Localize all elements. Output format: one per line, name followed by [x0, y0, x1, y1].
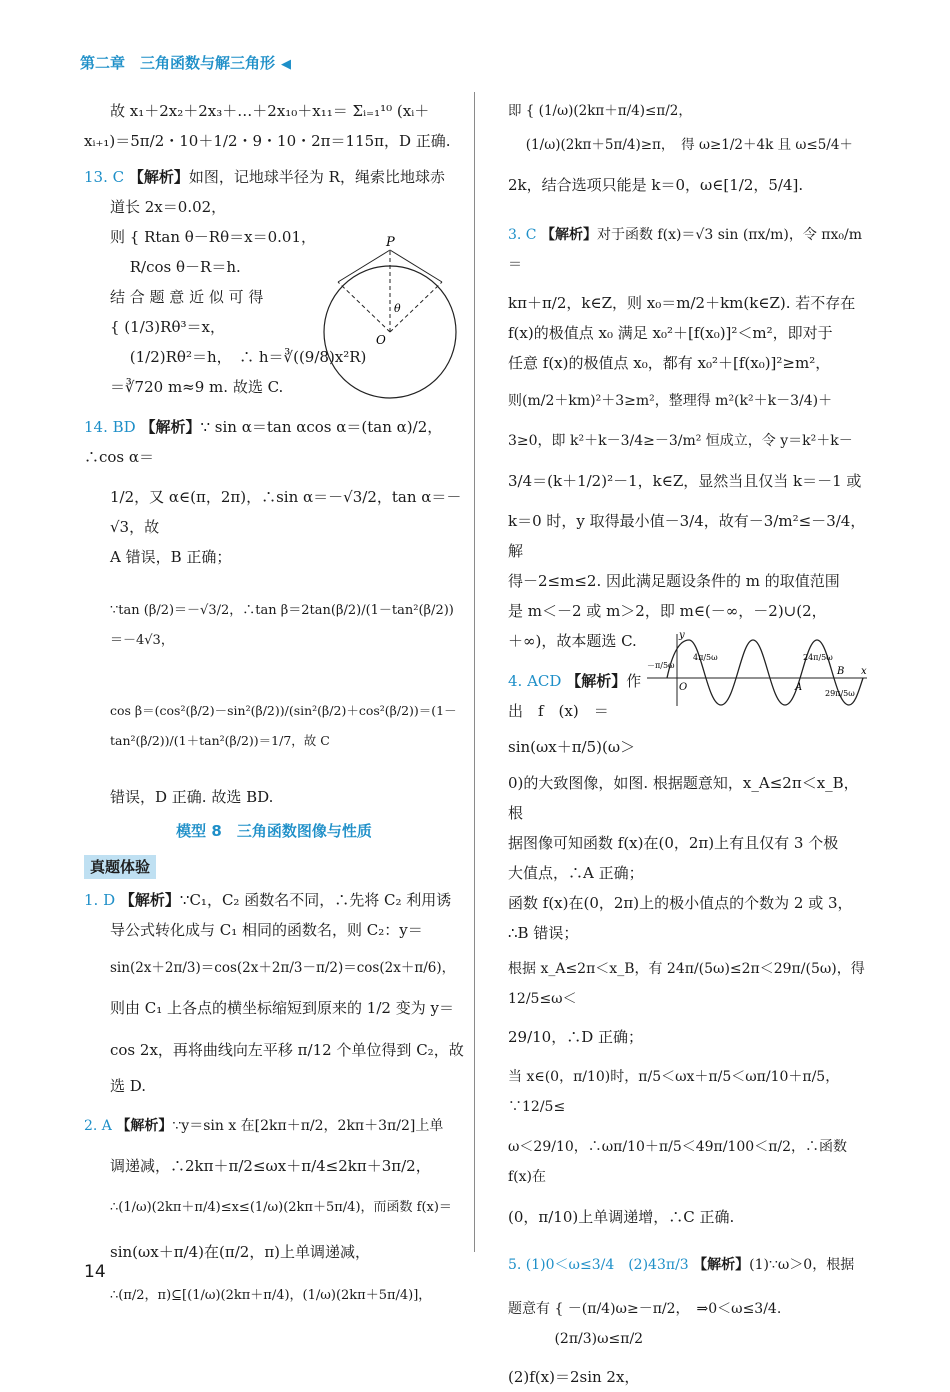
text-line: 出 f (x) ＝: [508, 702, 609, 720]
text-line: 1/2，又 α∈(π，2π)，∴sin α＝－√3/2，tan α＝－√3，故: [110, 488, 462, 536]
text-line: 函数 f(x)在(0，2π)上的极小值点的个数为 2 或 3，: [508, 894, 853, 912]
text-line: ∵y＝sin x 在[2kπ＋π/2，2kπ＋3π/2]上单: [172, 1118, 444, 1134]
q3-tag: 【解析】: [540, 227, 597, 243]
text-line: 道长 2x＝0.02，: [110, 198, 227, 216]
equation-line: (1/2)Rθ²＝h， ∴ h＝∛((9/8)x²R): [110, 348, 367, 366]
point-b-label: B: [837, 666, 845, 677]
equation-line: (2π/3)ω≤π/2: [508, 1331, 644, 1347]
q1-number: 1. D: [84, 891, 116, 909]
equation-line: ∵tan (β/2)＝－√3/2，∴tan β＝2tan(β/2)/(1－tan²(β/2))＝－4√3，: [110, 603, 454, 648]
label-o: O: [376, 333, 386, 347]
text-line: 根据 x_A≤2π＜x_B，有 24π/(5ω)≤2π＜29π/(5ω)，得 12/5≤ω＜: [508, 961, 865, 1007]
y-label: y: [679, 630, 685, 641]
equation-line: ∴(1/ω)(2kπ＋π/4)≤x≤(1/ω)(2kπ＋5π/4)，而函数 f(x)＝: [110, 1200, 452, 1215]
text-line: 0)的大致图像，如图. 根据题意知，x_A≤2π＜x_B，根: [508, 774, 859, 822]
q13-number: 13. C: [84, 168, 125, 186]
text-line: 导公式转化成与 C₁ 相同的函数名，则 C₂：y＝: [110, 921, 423, 939]
q14-tag: 【解析】: [140, 418, 201, 436]
text-line: ω＜29/10，∴ωπ/10＋π/5＜49π/100＜π/2，∴函数 f(x)在: [508, 1139, 848, 1185]
tick-label-4pi: 4π/5ω: [693, 653, 718, 662]
q4-number: 4. ACD: [508, 672, 562, 690]
text-line: 当 x∈(0，π/10)时，π/5＜ωx＋π/5＜ωπ/10＋π/5，∵12/5≤: [508, 1069, 840, 1115]
radius-left: [338, 282, 390, 332]
text-line: 作: [626, 672, 642, 690]
q14-block: [84, 412, 464, 812]
equation-line: { (1/3)Rθ³＝x，: [110, 318, 225, 336]
text-line: 结 合 题 意 近 似 可 得: [110, 288, 264, 306]
section-title: 模型 8 三角函数图像与性质: [176, 822, 372, 840]
q4-tag: 【解析】: [566, 672, 627, 690]
q1-block: [84, 885, 464, 1101]
chapter-title: 第二章 三角函数与解三角形: [80, 54, 276, 72]
tick-label-neg-pi: －π/5ω: [647, 661, 675, 670]
text-line: 对于函数 f(x)＝√3 sin (πx/m)，令 πx₀/m＝: [508, 227, 863, 273]
text-line: 则由 C₁ 上各点的横坐标缩短到原来的 1/2 变为 y＝: [110, 999, 454, 1017]
text-line: sin(ωx＋π/5)(ω＞: [508, 738, 636, 756]
q5-block: [508, 1250, 873, 1392]
text-line: 3/4＝(k＋1/2)²－1，k∈Z，显然当且仅当 k＝－1 或: [508, 472, 862, 490]
text-line: 如图，记地球半径为 R，绳索比地球赤: [188, 168, 445, 186]
q5-number: 5. (1)0＜ω≤3/4 (2)43π/3: [508, 1257, 689, 1273]
text-line: A 错误，B 正确；: [110, 548, 232, 566]
q2-number: 2. A: [84, 1118, 112, 1134]
text-line: 则(m/2＋km)²＋3≥m²，整理得 m²(k²＋k－3/4)＋: [508, 393, 833, 409]
q14-number: 14. BD: [84, 418, 136, 436]
column-divider: [474, 92, 475, 1252]
text-line: 2k，结合选项只能是 k＝0，ω∈[1/2，5/4].: [508, 176, 804, 194]
page-number: 14: [84, 1262, 106, 1282]
label-theta: θ: [394, 302, 401, 315]
equation-line: 即 { (1/ω)(2kπ＋π/4)≤π/2，: [508, 103, 692, 119]
q13-tag: 【解析】: [128, 168, 189, 186]
text-line: 是 m＜－2 或 m＞2，即 m∈(－∞，－2)∪(2，: [508, 602, 827, 620]
text-line: ＋∞)，故本题选 C.: [508, 632, 637, 650]
text-line: sin(ωx＋π/4)在(π/2，π)上单调递减，: [110, 1243, 371, 1261]
equation-line: R/cos θ－R＝h.: [110, 258, 241, 276]
q5-tag: 【解析】: [693, 1257, 750, 1273]
text-line: 据图像可知函数 f(x)在(0，2π)上有且仅有 3 个极: [508, 834, 839, 852]
text-line: cos 2x，再将曲线向左平移 π/12 个单位得到 C₂，故: [110, 1041, 464, 1059]
q4-block: [508, 666, 873, 1232]
equation-line: sin(2x＋2π/3)＝cos(2x＋2π/3－π/2)＝cos(2x＋π/6)，: [110, 960, 456, 976]
q2-block: [84, 1111, 464, 1311]
q1-tag: 【解析】: [119, 891, 180, 909]
text-line: k＝0 时，y 取得最小值－3/4，故有－3/m²≤－3/4，解: [508, 512, 866, 560]
text-line: 29/10，∴D 正确；: [508, 1028, 644, 1046]
q3-block: [508, 220, 873, 656]
text-line: ∴B 错误；: [508, 924, 579, 942]
text-line: 选 D.: [110, 1077, 147, 1095]
tick-label-24pi: 24π/5ω: [803, 653, 833, 662]
text-line: ∵C₁，C₂ 函数名不同，∴先将 C₂ 利用诱: [179, 891, 452, 909]
text-line: xᵢ₊₁)＝5π/2・10＋1/2・9・10・2π＝115π，D 正确.: [84, 132, 451, 150]
text-line: 3≥0，即 k²＋k－3/4≥－3/m² 恒成立，令 y＝k²＋k－: [508, 433, 853, 449]
text-line: 得－2≤m≤2. 因此满足题设条件的 m 的取值范围: [508, 572, 840, 590]
chapter-marker-icon: ◀: [281, 57, 292, 72]
text-line: (0，π/10)上单调递增，∴C 正确.: [508, 1208, 735, 1226]
text-line: 大值点，∴A 正确；: [508, 864, 644, 882]
right-column: [508, 96, 873, 1392]
text-line: (2)f(x)＝2sin 2x，: [508, 1368, 640, 1386]
text-line: 错误，D 正确. 故选 BD.: [110, 788, 274, 806]
q3-number: 3. C: [508, 227, 537, 243]
text-line: 调递减，∴2kπ＋π/2≤ωx＋π/4≤2kπ＋3π/2，: [110, 1157, 431, 1175]
equation-line: 题意有 { －(π/4)ω≥－π/2， ⇒0＜ω≤3/4.: [508, 1301, 782, 1317]
chapter-header: [80, 52, 291, 73]
text-line: f(x)的极值点 x₀ 满足 x₀²＋[f(x₀)]²＜m²，即对于: [508, 324, 833, 342]
tick-label-29pi: 29π/5ω: [825, 689, 855, 698]
equation-line: 则 { Rtan θ－Rθ＝x＝0.01，: [110, 228, 316, 246]
text-line: ＝∛720 m≈9 m. 故选 C.: [110, 378, 284, 396]
text-line: ∵ sin α＝tan αcos α＝(tan α)/2，∴cos α＝: [84, 418, 443, 466]
q2-tag: 【解析】: [116, 1118, 173, 1134]
label-p: P: [386, 235, 395, 250]
earth-rope-figure: [318, 232, 468, 402]
equation-line: (1/ω)(2kπ＋5π/4)≥π， 得 ω≥1/2＋4k 且 ω≤5/4＋: [508, 137, 853, 153]
text-line: kπ＋π/2，k∈Z，则 x₀＝m/2＋km(k∈Z). 若不存在: [508, 294, 856, 312]
text-line: 故 x₁＋2x₂＋2x₃＋…＋2x₁₀＋x₁₁＝ Σᵢ₌₁¹⁰ (xᵢ＋: [110, 102, 430, 120]
text-line: 任意 f(x)的极值点 x₀，都有 x₀²＋[f(x₀)]²≥m²，: [508, 354, 831, 372]
origin-label: O: [679, 682, 688, 693]
section-badge: 真题体验: [84, 855, 156, 879]
sine-graph-figure: [645, 630, 870, 708]
point-a-label: A: [795, 682, 803, 693]
equation-line: ∴(π/2，π)⊆[(1/ω)(2kπ＋π/4)，(1/ω)(2kπ＋5π/4)]，: [110, 1288, 432, 1303]
equation-line: cos β＝(cos²(β/2)－sin²(β/2))/(sin²(β/2)＋cos²(β/2))＝(1－tan²(β/2))/(1＋tan²(β/2))＝1/7，故 C: [110, 703, 457, 748]
text-line: (1)∵ω＞0，根据: [749, 1257, 855, 1273]
x-label: x: [861, 666, 867, 677]
